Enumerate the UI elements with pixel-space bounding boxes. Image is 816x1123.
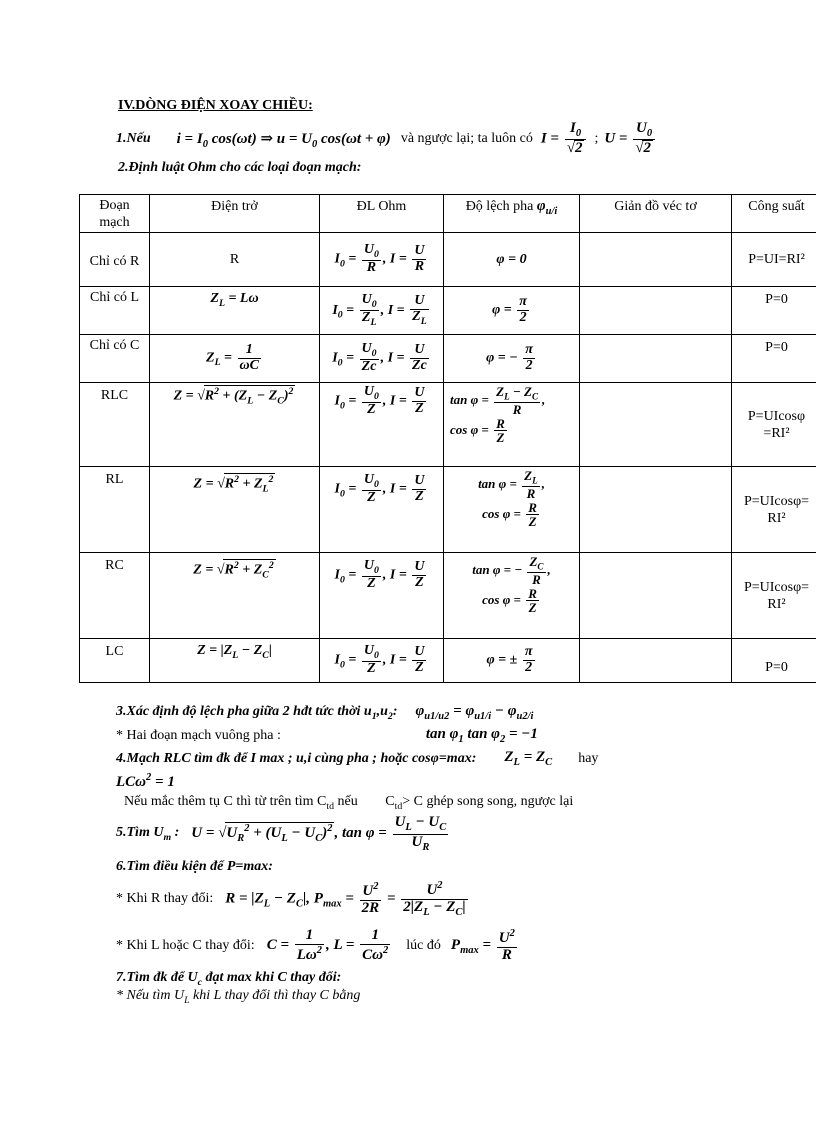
item-5-label: 5.Tìm $U_m$ : — [116, 825, 180, 843]
formula-U-rms: U = $\frac{U_0}{√2}$ — [604, 121, 657, 157]
table-row — [80, 287, 816, 335]
header-power: Công suất — [732, 195, 816, 233]
cell-phase: tan φ = $\frac{Z_L}{R}$ , cos φ = $\frac{R}{Z}$ — [444, 467, 580, 553]
cell-power: P=UI=RI² — [732, 233, 816, 287]
item-3-note-text: * Hai đoạn mạch vuông pha : — [116, 727, 281, 743]
cell-power: P=0 — [732, 639, 816, 683]
cell-resistance: R — [150, 233, 320, 287]
cell-phase: φ = − $\frac{\pi}{2}$ — [444, 335, 580, 383]
item-5 — [116, 813, 450, 855]
item-4-or: hay — [578, 750, 599, 766]
item-4-note: Nếu mắc thêm tụ C thì từ trên tìm $C_{td}$ nếu $C_{td}> C$ ghép song song, ngược lại — [124, 794, 574, 812]
item-4-formula-2: LCω$^2$ = 1 — [116, 772, 175, 790]
item-4-label: 4.Mạch RLC tìm đk để I max ; u,i cùng pha ; hoặc cosφ=max: — [116, 750, 477, 766]
cell-ohm: $I_0$ = $\frac{U_0}{R}$ , I = $\frac{U}{R}$ — [320, 233, 444, 287]
cell-power: P=UIcosφ =RI² — [732, 383, 816, 467]
cell-circuit: RL — [80, 467, 150, 553]
cell-phase: tan φ = $\frac{Z_L - Z_C}{R}$ , cos φ = $\frac{R}{Z}$ — [444, 383, 580, 467]
cell-ohm: $I_0$ = $\frac{U_0}{Z}$ , I = $\frac{U}{Z}$ — [320, 383, 444, 467]
cell-phase: φ = 0 — [444, 233, 580, 287]
cell-circuit: LC — [80, 639, 150, 683]
cell-resistance: $Z = √R^2 + (Z_L - Z_C)^2$ — [150, 383, 320, 467]
item-3-note — [116, 726, 538, 745]
cell-circuit: RC — [80, 553, 150, 639]
cell-vector-diagram — [580, 287, 732, 335]
item-7-title: 7.Tìm đk để $U_c$ đạt max khi C thay đổi: — [116, 970, 342, 988]
item-6b-formula: C = $\frac{1}{L\omega^2}$ , L = $\frac{1}{C\omega^2}$ — [266, 927, 389, 963]
item-1-formula: $i = I_0$ cos(ωt) ⇒ $u = U_0$ cos(ωt + φ) — [176, 130, 391, 150]
cell-power: P=0 — [732, 287, 816, 335]
table-row — [80, 639, 816, 683]
cell-circuit: Chỉ có C — [80, 335, 150, 383]
table-row — [80, 335, 816, 383]
item-3 — [116, 703, 533, 722]
cell-resistance: $Z = √R^2 + Z_C^2$ — [150, 553, 320, 639]
header-vector-diagram: Giản đồ véc tơ — [580, 195, 732, 233]
item-1-label: 1.Nếu — [116, 131, 151, 146]
header-ohm: ĐL Ohm — [320, 195, 444, 233]
cell-resistance: $Z = |Z_L - Z_C|$ — [150, 639, 320, 683]
item-6b-mid: lúc đó — [406, 938, 441, 953]
cell-phase: φ = ± $\frac{\pi}{2}$ — [444, 639, 580, 683]
cell-power: P=0 — [732, 335, 816, 383]
header-phase: Độ lệch pha $\varphi_{u/i}$ — [444, 195, 580, 233]
cell-power: P=UIcosφ= RI² — [732, 553, 816, 639]
table-row — [80, 553, 816, 639]
cell-power: P=UIcosφ= RI² — [732, 467, 816, 553]
cell-phase: φ = $\frac{\pi}{2}$ — [444, 287, 580, 335]
table-row — [80, 383, 816, 467]
cell-vector-diagram — [580, 639, 732, 683]
item-1 — [116, 118, 657, 160]
item-4 — [116, 749, 598, 768]
cell-resistance: $Z_L$ = $\frac{1}{\omega C}$ — [150, 335, 320, 383]
cell-vector-diagram — [580, 233, 732, 287]
item-2-title: 2.Định luật Ohm cho các loại đoạn mạch: — [118, 160, 362, 175]
cell-ohm: $I_0$ = $\frac{U_0}{Z}$ , I = $\frac{U}{Z}$ — [320, 467, 444, 553]
item-7-note: * Nếu tìm $U_L$ khi L thay đổi thì thay C bằng — [116, 988, 361, 1006]
header-circuit: Đoạn mạch — [80, 195, 150, 233]
item-3-formula: $\varphi_{u1/u2} = \varphi_{u1/i} - \varphi_{u2/i}$ — [415, 703, 534, 722]
item-6a-text: * Khi R thay đổi: — [116, 891, 214, 906]
cell-phase: tan φ = − $\frac{Z_C}{R}$ , cos φ = $\frac{R}{Z}$ — [444, 553, 580, 639]
cell-vector-diagram — [580, 553, 732, 639]
ohm-law-table — [79, 194, 816, 683]
item-6b-formula-2: $P_{max}$ = $\frac{U^2}{R}$ — [450, 928, 515, 963]
cell-ohm: $I_0$ = $\frac{U_0}{Z}$ , I = $\frac{U}{Z}$ — [320, 639, 444, 683]
cell-circuit: Chỉ có R — [80, 233, 150, 287]
table-row — [80, 233, 816, 287]
item-5-formula: $U = √U_R^2 + (U_L - U_C)^2$ , tan φ = $\frac{U_L - U_C}{U_R}$ — [191, 814, 447, 853]
table-row — [80, 467, 816, 553]
item-1-sep: ; — [594, 131, 599, 146]
table-header-row — [80, 195, 816, 233]
header-resistance: Điện trở — [150, 195, 320, 233]
cell-ohm: $I_0$ = $\frac{U_0}{Z_L}$ , I = $\frac{U}{Z_L}$ — [320, 287, 444, 335]
cell-circuit: Chỉ có L — [80, 287, 150, 335]
item-3-label: 3.Xác định độ lệch pha giữa 2 hđt tức thời $u_1,u_2$: — [116, 703, 398, 722]
cell-circuit: RLC — [80, 383, 150, 467]
cell-vector-diagram — [580, 467, 732, 553]
item-4-formula: $Z_L = Z_C$ — [504, 749, 553, 768]
item-6b — [116, 926, 519, 966]
item-6a-formula: $R = |Z_L - Z_C|$, $P_{max}$ = $\frac{U^2}{2R}$ = $\frac{U^2}{2|Z_L - Z_C|}$ — [225, 880, 466, 918]
item-6b-text: * Khi L hoặc C thay đổi: — [116, 938, 255, 953]
cell-vector-diagram — [580, 383, 732, 467]
cell-ohm: $I_0$ = $\frac{U_0}{Z}$ , I = $\frac{U}{Z}$ — [320, 553, 444, 639]
cell-resistance: $Z = √R^2 + Z_L^2$ — [150, 467, 320, 553]
item-6-title: 6.Tìm điều kiện để P=max: — [116, 859, 273, 874]
section-title: IV.DÒNG ĐIỆN XOAY CHIỀU: — [118, 98, 313, 113]
formula-I-rms: I = $\frac{I_0}{√2}$ — [541, 121, 589, 157]
cell-resistance: $Z_L = L\omega$ — [150, 287, 320, 335]
item-3-note-formula: $\tan \varphi_1$ $\tan \varphi_2 = -1$ — [425, 726, 538, 745]
cell-ohm: $I_0$ = $\frac{U_0}{Zc}$ , I = $\frac{U}{Zc}$ — [320, 335, 444, 383]
cell-vector-diagram — [580, 335, 732, 383]
item-6a — [116, 876, 470, 922]
item-1-middle-text: và ngược lại; ta luôn có — [400, 131, 533, 146]
